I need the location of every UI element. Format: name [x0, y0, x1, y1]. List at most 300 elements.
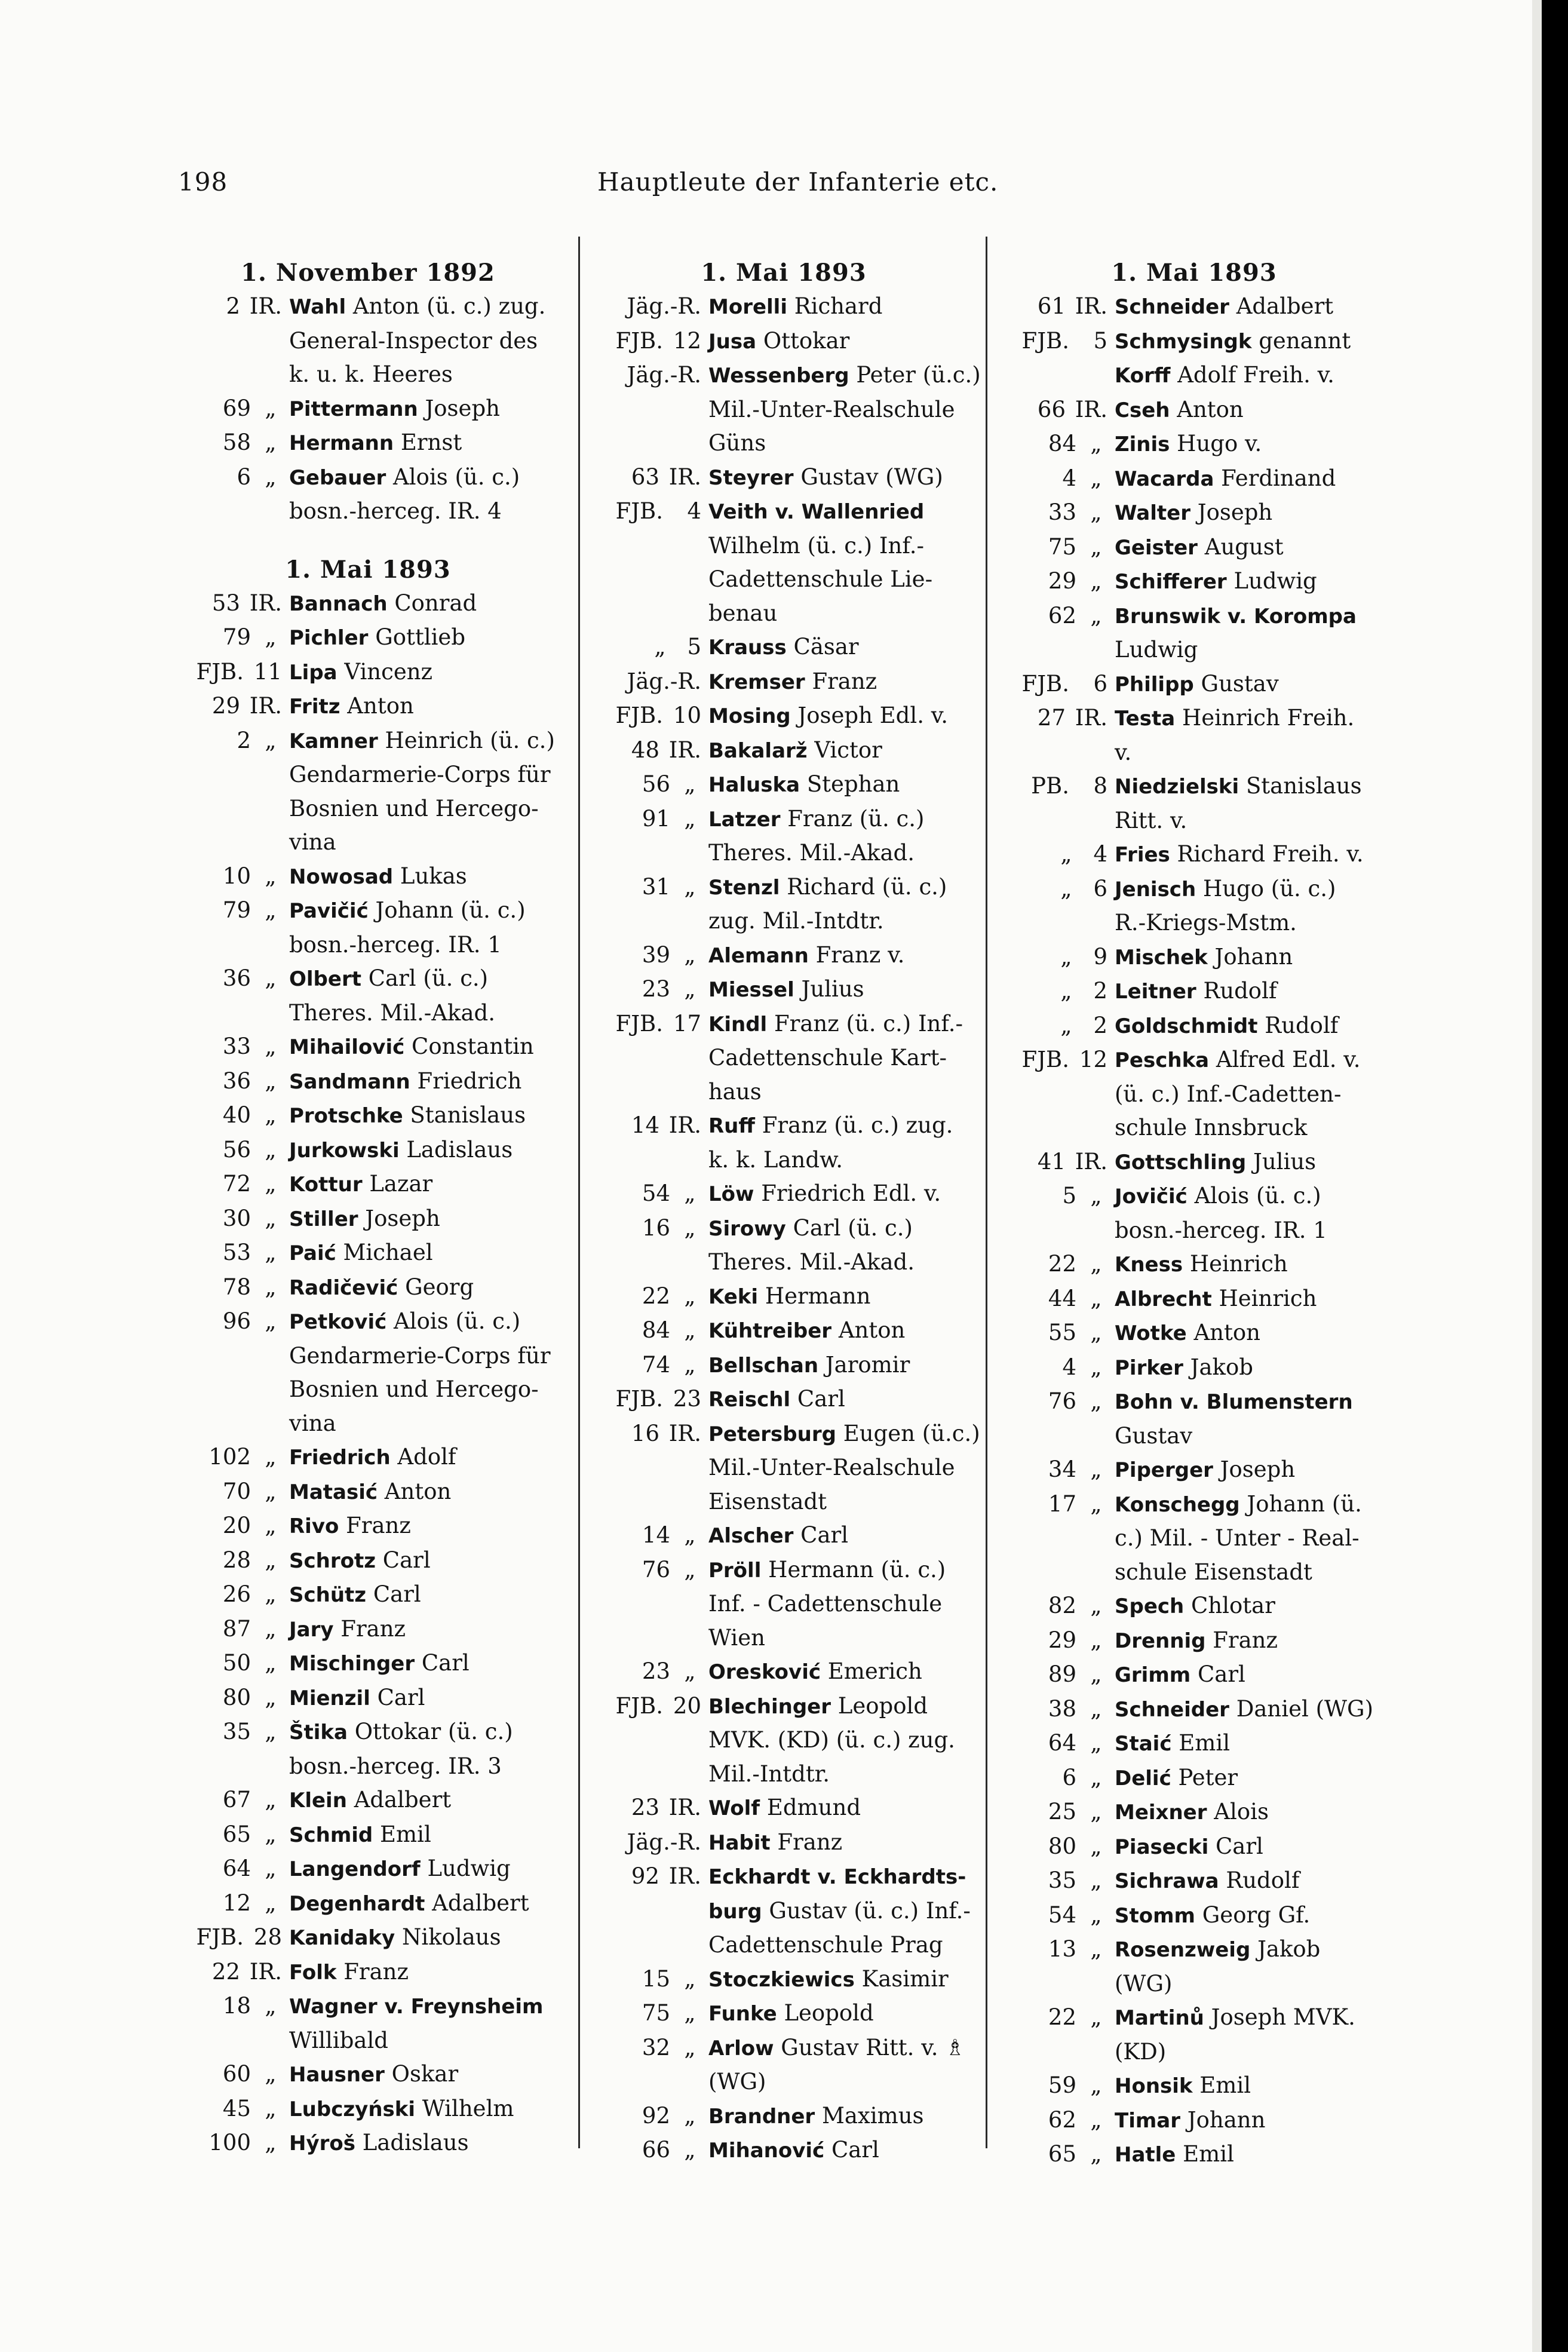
- entry-name: Geister: [1115, 535, 1198, 560]
- entry-prefix: [590, 665, 701, 699]
- entry-name: Paić: [289, 1241, 336, 1265]
- entry-name: Alemann: [708, 943, 809, 968]
- entry-details: Carl: [382, 1547, 431, 1573]
- entry-unit: „: [265, 1821, 277, 1847]
- entry-prefix: [590, 1826, 701, 1860]
- entry-prefix: [590, 1962, 701, 1997]
- entry: [996, 2138, 1392, 2172]
- entry-unit: „: [265, 2095, 277, 2121]
- entry-name: Konschegg: [1115, 1492, 1240, 1517]
- entry-continuation: [590, 1451, 977, 1485]
- entry: [590, 630, 977, 665]
- entry-name: Meixner: [1115, 1801, 1207, 1824]
- entry-text: [282, 587, 565, 621]
- entry-number: 91: [642, 805, 670, 832]
- entry-unit: „: [265, 464, 277, 490]
- entry-details: Hermann: [765, 1283, 871, 1309]
- entry-number: 2: [1093, 1012, 1107, 1038]
- entry-prefix: [171, 724, 282, 758]
- entry-unit: „: [265, 727, 277, 753]
- entry-number: 69: [222, 395, 251, 421]
- entry-prefix: [590, 1553, 701, 1587]
- entry-text: [1107, 565, 1392, 599]
- entry-details: Carl: [1216, 1833, 1263, 1859]
- entry-text: [1107, 940, 1392, 975]
- entry-unit: FJB.: [615, 1692, 663, 1719]
- entry: [590, 495, 977, 529]
- entry: [996, 1933, 1392, 1967]
- entry-number: 36: [222, 1068, 251, 1094]
- entry-continuation-text: Gustav: [1115, 1422, 1193, 1449]
- entry: [590, 1826, 977, 1860]
- entry-details: Cäsar: [793, 634, 859, 660]
- entry: [171, 1236, 565, 1271]
- entry-name: Jovičić: [1115, 1185, 1187, 1209]
- entry-number: 2: [226, 293, 240, 319]
- entry-details: Michael: [343, 1240, 433, 1265]
- entry-details: Lukas: [400, 863, 467, 889]
- entry-number: 55: [1048, 1320, 1076, 1345]
- entry-number: 35: [1048, 1868, 1076, 1893]
- entry-prefix: [171, 1167, 282, 1201]
- entry-name: Wolf: [708, 1796, 760, 1820]
- entry-prefix: [590, 1519, 701, 1553]
- entry-details: Carl (ü. c.): [368, 965, 489, 991]
- entry-prefix: [171, 1305, 282, 1339]
- entry-name: Haluska: [708, 773, 800, 797]
- entry-unit: „: [1090, 1661, 1102, 1687]
- entry-name: Piasecki: [1115, 1835, 1209, 1859]
- entry-details: Leopold: [837, 1692, 928, 1719]
- entry-name: Nowosad: [289, 864, 394, 889]
- entry-text: [1107, 1692, 1392, 1727]
- entry-name: Löw: [708, 1182, 754, 1206]
- entry-name: Bannach: [289, 591, 388, 616]
- entry-prefix: [996, 1933, 1107, 1967]
- entry-prefix: [171, 392, 282, 426]
- entry-number: 50: [222, 1650, 251, 1676]
- entry-prefix: [996, 1043, 1107, 1077]
- entry-unit: „: [265, 1856, 277, 1881]
- entry-prefix: [590, 1382, 701, 1416]
- entry-number: 58: [222, 430, 251, 455]
- entry-name: Wessenberg: [708, 364, 849, 388]
- entry-number: 75: [1048, 533, 1076, 560]
- entry-text: [1107, 599, 1392, 634]
- entry-details: Rudolf: [1265, 1012, 1339, 1038]
- entry-name: Ruff: [708, 1114, 755, 1138]
- entry-number: 18: [222, 1993, 251, 2019]
- entry-number: 13: [1048, 1936, 1076, 1962]
- entry-text: [701, 973, 977, 1007]
- entry-prefix: [171, 860, 282, 894]
- entry-prefix: [171, 1271, 282, 1305]
- entry-text: [701, 1382, 977, 1417]
- entry-continuation: [590, 529, 977, 563]
- entry-continuation-text: Bosnien und Hercego-: [289, 795, 539, 821]
- entry-continuation-text: bosn.-herceg. IR. 4: [289, 498, 502, 524]
- entry-number: 14: [631, 1112, 659, 1138]
- entry-unit: IR.: [668, 1420, 701, 1446]
- entry-text: [701, 358, 981, 393]
- entry-name: Sichrawa: [1115, 1869, 1219, 1893]
- page-number: 198: [178, 167, 228, 197]
- entry-text: [282, 1133, 565, 1168]
- entry-details: Friedrich Edl. v.: [761, 1180, 941, 1206]
- entry-unit: IR.: [249, 293, 282, 319]
- entry-details: Ottokar: [763, 327, 850, 354]
- entry-unit: „: [1090, 2141, 1102, 2167]
- entry-prefix: [171, 1544, 282, 1578]
- entry-prefix: [171, 1612, 282, 1646]
- entry-text: [701, 1962, 977, 1997]
- entry-details: genannt: [1259, 327, 1351, 354]
- entry-details: Johann: [1187, 2106, 1266, 2133]
- entry-continuation: [590, 563, 977, 597]
- entry-name: Habit: [708, 1830, 771, 1855]
- entry-number: 4: [687, 498, 701, 524]
- entry-text: [282, 461, 565, 495]
- entry: [171, 1305, 565, 1339]
- entry-name: Sandmann: [289, 1069, 410, 1094]
- entry-number: 23: [631, 1795, 659, 1820]
- entry-text: [1107, 324, 1392, 359]
- entry-number: 38: [1048, 1695, 1076, 1722]
- entry-number: 64: [222, 1856, 251, 1881]
- entry-prefix: [590, 1997, 701, 2031]
- entry-details: August: [1204, 533, 1284, 560]
- entry: [171, 461, 565, 495]
- entry-number: 67: [222, 1787, 251, 1813]
- entry-name: Štika: [289, 1721, 348, 1744]
- entry-text: [701, 461, 977, 495]
- entry-number: 16: [631, 1420, 659, 1446]
- entry-continuation: [996, 736, 1392, 770]
- entry-details: Gustav (WG): [800, 464, 943, 490]
- entry-continuation: [171, 1750, 565, 1784]
- entry-number: 29: [211, 693, 240, 719]
- entry-unit: IR.: [668, 737, 701, 763]
- entry: [171, 2057, 565, 2092]
- entry-name: Schütz: [289, 1583, 367, 1607]
- entry-prefix: [996, 1899, 1107, 1933]
- entry: [996, 667, 1392, 702]
- entry-details: Heinrich: [1219, 1285, 1317, 1311]
- entry-continuation: [590, 1928, 977, 1962]
- entry-number: 84: [1048, 431, 1076, 456]
- entry-details: Joseph: [1220, 1456, 1296, 1482]
- entry-number: 96: [222, 1308, 251, 1334]
- entry: [996, 974, 1392, 1009]
- entry-details: Hugo (ü. c.): [1202, 875, 1336, 901]
- entry-prefix: [590, 1177, 701, 1211]
- entry: [171, 894, 565, 928]
- entry: [996, 2069, 1392, 2103]
- entry-unit: „: [684, 805, 696, 832]
- entry: [996, 940, 1392, 975]
- entry-details: Alois (ü. c.): [394, 1308, 521, 1334]
- entry-unit: Jäg.-R.: [627, 293, 701, 319]
- entry-continuation-text: vina: [289, 1410, 336, 1436]
- entry-text: [282, 1271, 565, 1305]
- entry-prefix: [590, 734, 701, 768]
- entry-text: [701, 1314, 977, 1348]
- entry-unit: „: [265, 897, 277, 923]
- entry-name: Jusa: [708, 329, 757, 354]
- entry-details: Chlotar: [1191, 1593, 1275, 1618]
- entry-unit: „: [265, 1719, 277, 1744]
- entry-text: [1107, 974, 1392, 1009]
- entry-prefix: [590, 495, 701, 529]
- entry-name: Klein: [289, 1789, 347, 1813]
- entry-number: 16: [642, 1215, 670, 1241]
- entry-details: Julius: [801, 976, 864, 1002]
- entry-text: [1107, 1795, 1392, 1830]
- entry-details: Vincenz: [344, 658, 433, 685]
- entry-unit: „: [265, 395, 277, 421]
- entry-name: Gebauer: [289, 465, 386, 490]
- entry-number: 2: [1093, 978, 1107, 1004]
- entry-unit: „: [1090, 1388, 1102, 1414]
- entry-prefix: [590, 699, 701, 733]
- entry-name: Kindl: [708, 1012, 768, 1037]
- entry-details: Julius: [1253, 1148, 1317, 1175]
- entry-unit: „: [1090, 1936, 1102, 1962]
- entry-continuation-text: Theres. Mil.-Akad.: [708, 840, 915, 866]
- entry-prefix: [590, 461, 701, 495]
- entry-prefix: [996, 1145, 1107, 1179]
- entry-name: Mischinger: [289, 1652, 415, 1676]
- entry-unit: FJB.: [196, 658, 244, 685]
- entry-text: [1107, 1830, 1392, 1865]
- entry-name: Protschke: [289, 1104, 403, 1128]
- entry-details: Adolf: [397, 1444, 456, 1470]
- entry: [996, 1351, 1392, 1385]
- entry-unit: „: [265, 1205, 277, 1231]
- entry-name: Schmysingk: [1115, 329, 1252, 354]
- entry: [996, 393, 1392, 428]
- entry-name: Piperger: [1115, 1458, 1213, 1482]
- entry-continuation-text: Wilhelm (ü. c.) Inf.-: [708, 532, 925, 559]
- entry: [590, 1212, 977, 1246]
- entry-details: Emil: [380, 1821, 431, 1847]
- entry-unit: „: [265, 1581, 277, 1607]
- entry-prefix: [996, 1624, 1107, 1658]
- entry-text: [701, 1553, 977, 1588]
- entry-details: Stanislaus: [1245, 773, 1362, 799]
- entry-text: [1107, 290, 1392, 324]
- entry-text: [282, 1544, 565, 1578]
- entry-continuation: [996, 633, 1392, 667]
- entry-unit: „: [684, 771, 696, 797]
- entry-number: 102: [208, 1444, 251, 1470]
- entry-prefix: [590, 1280, 701, 1314]
- entry-text: [1107, 1282, 1392, 1317]
- entry-name: Funke: [708, 2002, 777, 2026]
- entry: [590, 973, 977, 1007]
- entry-unit: „: [684, 1215, 696, 1241]
- entry-details: Ladislaus: [406, 1136, 513, 1163]
- entry-name: Stiller: [289, 1207, 358, 1231]
- entry-details: Franz: [1213, 1627, 1278, 1653]
- entry-details: Heinrich (ü. c.): [385, 727, 555, 753]
- entry-number: 29: [1048, 1627, 1076, 1653]
- entry-prefix: [996, 940, 1107, 974]
- entry-unit: „: [265, 863, 277, 889]
- page-header: [0, 167, 1532, 215]
- entry-continuation-text: Gendarmerie-Corps für: [289, 1342, 551, 1369]
- entry: [171, 1852, 565, 1887]
- entry-details: Emil: [1183, 2141, 1234, 2167]
- entry-details: Leopold: [784, 2000, 874, 2026]
- entry-number: 8: [1093, 773, 1107, 799]
- entry-text: [1107, 1933, 1392, 1967]
- entry: [996, 1145, 1392, 1180]
- entry-name: Stoczkiewics: [708, 1967, 855, 1992]
- entry-continuation-text: Mil.-Intdtr.: [708, 1761, 830, 1787]
- entry-details: Joseph: [1197, 499, 1273, 525]
- entry-unit: „: [1090, 1593, 1102, 1618]
- entry-prefix: [996, 1009, 1107, 1043]
- entry: [590, 665, 977, 700]
- entry-continuation: [171, 1339, 565, 1373]
- entry-number: 25: [1048, 1799, 1076, 1824]
- entry: [996, 1247, 1392, 1282]
- entry-prefix: [171, 962, 282, 996]
- column-divider: [986, 237, 987, 2148]
- entry: [171, 1271, 565, 1305]
- entry-unit: „: [1090, 1354, 1102, 1380]
- entry-number: 65: [222, 1821, 251, 1847]
- entry-text: [1107, 1899, 1392, 1933]
- entry: [171, 1030, 565, 1065]
- entry-unit: „: [1090, 1183, 1102, 1209]
- entry-unit: „: [1090, 2106, 1102, 2133]
- entry: [171, 1133, 565, 1168]
- entry-prefix: [590, 290, 701, 324]
- entry-details: Carl (ü. c.): [793, 1215, 913, 1241]
- entry-continuation-text: Theres. Mil.-Akad.: [708, 1249, 915, 1275]
- entry-name: Mosing: [708, 704, 791, 728]
- entry-continuation: [590, 1485, 977, 1519]
- entry-name: Jurkowski: [289, 1138, 400, 1163]
- entry-unit: „: [1090, 568, 1102, 594]
- entry-text: [701, 630, 977, 665]
- entry: [996, 1316, 1392, 1351]
- entry-name: Matasić: [289, 1480, 378, 1504]
- entry-text: [701, 1348, 977, 1383]
- entry-details: Alois: [1214, 1799, 1269, 1824]
- entry: [171, 426, 565, 461]
- entry-details: Richard (ü. c.): [787, 873, 947, 900]
- entry-prefix: [996, 974, 1107, 1008]
- entry-prefix: [590, 630, 701, 664]
- entry-name: Wotke: [1115, 1321, 1187, 1345]
- entry-text: [1107, 1351, 1392, 1385]
- entry-text: [701, 1280, 977, 1314]
- entry: [590, 358, 981, 393]
- entry-text: [282, 1681, 565, 1716]
- entry-text: [282, 1887, 565, 1921]
- entry-number: 76: [642, 1556, 670, 1583]
- entry-prefix: [171, 621, 282, 655]
- entry-name: Brandner: [708, 2104, 815, 2129]
- entry-details: Joseph: [365, 1205, 440, 1231]
- entry-prefix: [171, 1921, 282, 1955]
- entry-details: Wilhelm: [422, 2095, 514, 2121]
- entry-details: Johann (ü. c.): [375, 897, 526, 923]
- entry-number: 60: [222, 2061, 251, 2087]
- entry-number: 56: [222, 1136, 251, 1163]
- entry-text: [1107, 1043, 1392, 1078]
- entry: [171, 1475, 565, 1510]
- entry-unit: „: [1090, 1251, 1102, 1277]
- entry: [590, 1791, 977, 1826]
- entry-unit: „: [1090, 1902, 1102, 1928]
- entry-name: Philipp: [1115, 672, 1194, 697]
- entry-unit: „: [265, 430, 277, 455]
- entry-text: [701, 699, 977, 734]
- entry-name: Pavičić: [289, 899, 369, 923]
- entry-continuation-text: Wien: [708, 1624, 765, 1651]
- entry: [171, 1783, 565, 1818]
- entry-name: Olbert: [289, 967, 361, 991]
- entry-name: Gottschling: [1115, 1150, 1247, 1175]
- entry-prefix: [590, 2099, 701, 2133]
- entry-name: Pichler: [289, 626, 369, 650]
- entry-name: Folk: [289, 1960, 337, 1985]
- entry-name: Eckhardt v. Eckhardts-: [708, 1865, 966, 1889]
- entry-number: 22: [642, 1283, 670, 1309]
- entry-number: 82: [1048, 1593, 1076, 1618]
- entry-prefix: [996, 769, 1107, 804]
- entry-text: [1107, 393, 1392, 428]
- entry-name: Friedrich: [289, 1446, 391, 1470]
- entry: [996, 530, 1392, 565]
- entry-number: 65: [1048, 2141, 1076, 2167]
- entry-number: 17: [1048, 1491, 1076, 1517]
- entry-name: Bakalarž: [708, 738, 808, 763]
- entry-prefix: [996, 1727, 1107, 1761]
- entry-number: 80: [222, 1684, 251, 1710]
- entry-prefix: [590, 1007, 701, 1041]
- entry-prefix: [171, 1783, 282, 1817]
- entry-prefix: [590, 870, 701, 904]
- entry-continuation-text: R.-Kriegs-Mstm.: [1115, 910, 1297, 936]
- entry: [171, 1509, 565, 1544]
- entry-unit: „: [1090, 1491, 1102, 1517]
- entry: [171, 1955, 565, 1990]
- entry-prefix: [996, 2069, 1107, 2103]
- entry: [996, 2103, 1392, 2138]
- entry-number: 10: [222, 863, 251, 889]
- entry-unit: „: [265, 2061, 277, 2087]
- entry-continuation: [996, 804, 1392, 838]
- entry: [996, 427, 1392, 462]
- entry-details: Conrad: [394, 590, 477, 616]
- entry-prefix: [996, 2138, 1107, 2172]
- section-date: 1. Mai 1893: [701, 259, 867, 287]
- entry-continuation-text: Adolf Freih. v.: [1177, 362, 1334, 388]
- entry: [590, 768, 977, 802]
- entry-details: Stephan: [806, 771, 900, 797]
- entry-continuation: [590, 1075, 977, 1109]
- entry-continuation: [171, 495, 565, 529]
- entry-prefix: [171, 1646, 282, 1681]
- entry-continuation: [590, 2065, 977, 2099]
- entry-details: Ernst: [400, 430, 462, 455]
- entry-details: Constantin: [412, 1034, 534, 1059]
